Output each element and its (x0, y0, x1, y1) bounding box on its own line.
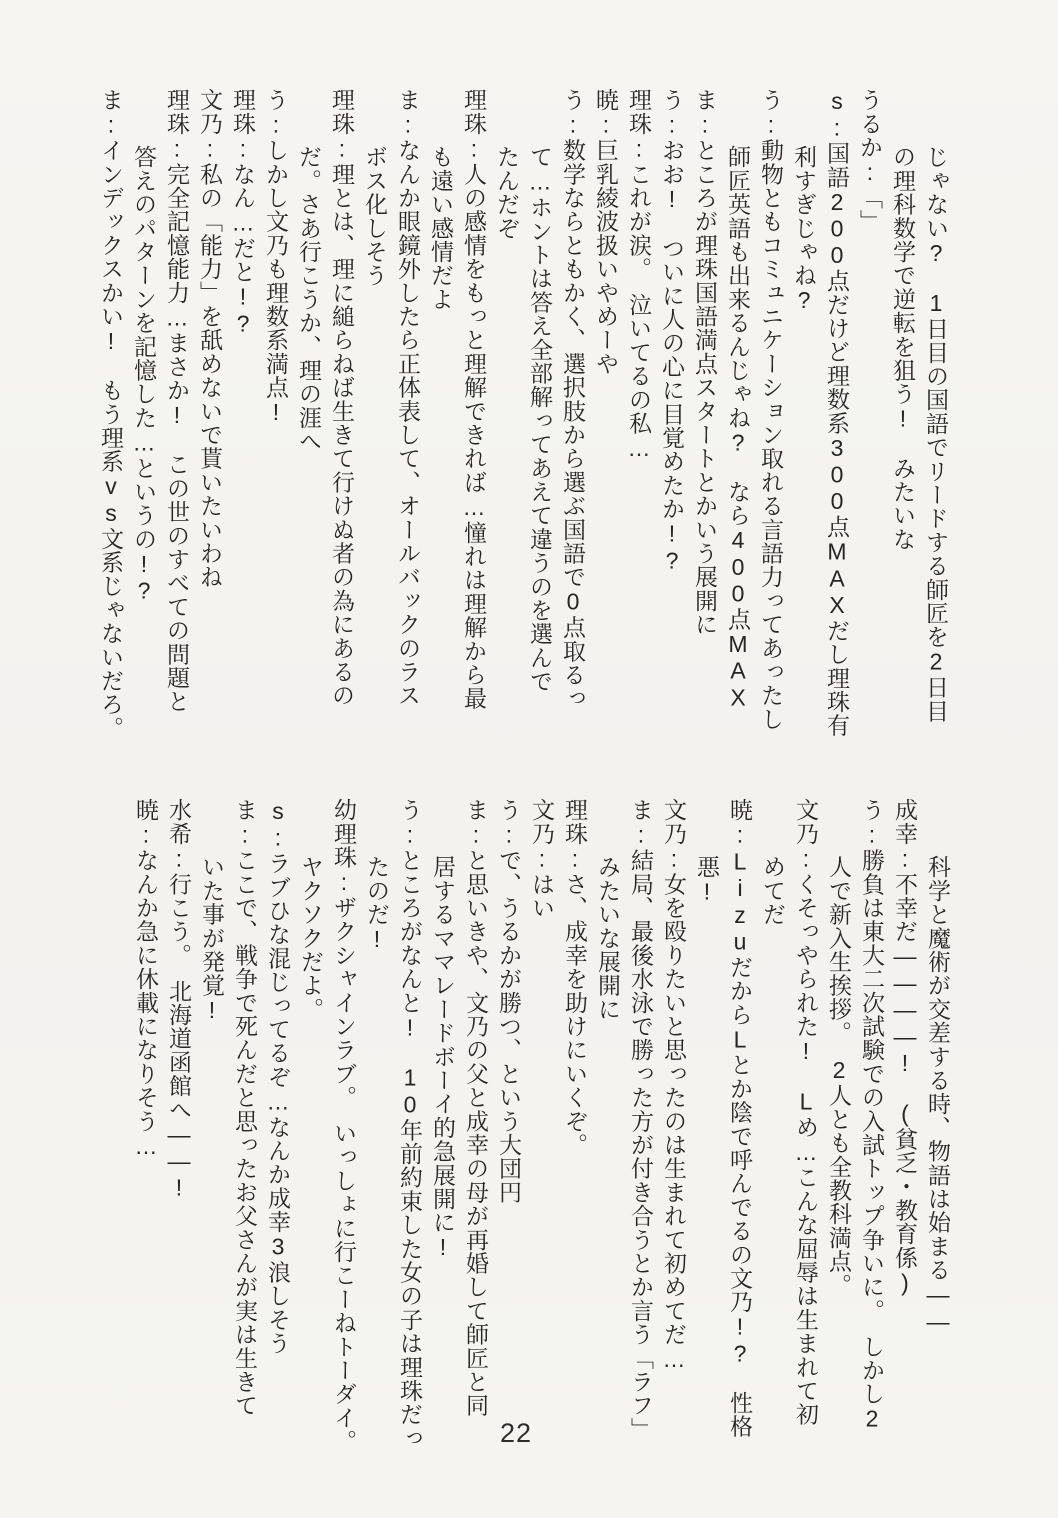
text-line: うるか:「」 (857, 88, 883, 234)
text-line: 答えのパターンを記憶した…というの!? (131, 145, 157, 605)
text-line: ヤクソクだよ。 (298, 855, 324, 1021)
text-line: みたいな展開に (595, 855, 621, 1021)
text-line: 利すぎじゃね? (791, 145, 817, 314)
text-line: めてだ (760, 855, 786, 927)
vertical-text-block-bottom (129, 798, 954, 1463)
text-line: 水希:行こう。 北海道函館へ――! (166, 798, 192, 1202)
text-line: 成幸:不幸だ――――! (貧乏・教育係) (892, 798, 918, 1296)
text-line: 文乃:私の「能力」を舐めないで貰いたいわね (197, 88, 223, 589)
text-line: 理珠:人の感情をもっと理解できれば…憧れは理解から最 (461, 88, 487, 711)
text-line: 理珠:完全記憶能力…まさか! この世のすべての問題と (164, 88, 190, 714)
vertical-text-block-top (94, 88, 952, 753)
text-line: 科学と魔術が交差する時、物語は始まる―― (925, 855, 951, 1335)
text-line: ま:結局、最後水泳で勝った方が付き合うとか言う「ラフ」 (628, 798, 654, 1441)
text-line: じゃない? 1日目の国語でリードする師匠を2日目 (923, 145, 949, 723)
text-line: ま:ところが理珠国語満点スタートとかいう展開に (692, 88, 718, 637)
text-line: ま:インデックスかい! もう理系vs文系じゃないだろ。 (98, 88, 124, 740)
text-line: 師匠英語も出来るんじゃね? なら400点MAX (725, 145, 751, 712)
text-line: 悪! (694, 855, 720, 906)
text-line: う:勝負は東大二次試験での入試トップ争いに。 しかし2 (859, 798, 885, 1433)
text-line: s:国語200点だけど理数系300点MAXだし理珠有 (824, 88, 850, 738)
text-line: う:数学ならともかく、選択肢から選ぶ国語で0点取るっ (560, 88, 586, 711)
text-line: 文乃:女を殴りたいと思ったのは生まれて初めてだ… (661, 798, 687, 1373)
text-line: s:ラブひな混じってるぞ…なんか成幸3浪しそう (265, 798, 291, 1356)
text-line: 理珠:なん…だと!? (230, 88, 256, 337)
text-line: う:で、うるかが勝つ、という大団円 (496, 798, 522, 1204)
text-line: う:おお! ついに人の心に目覚めたか!? (659, 88, 685, 574)
page-number: 22 (499, 1418, 533, 1448)
text-line: 理珠:理とは、理に縋らねば生きて行けぬ者の為にあるの (329, 88, 355, 708)
text-line: ま:なんか眼鏡外したら正体表して、オールバックのラス (395, 88, 421, 708)
text-line: ま:ここで、戦争で死んだと思ったお父さんが実は生きて (232, 798, 258, 1418)
text-line: たのだ! (364, 855, 390, 953)
text-line: 人で新入生挨拶。 2人とも全教科満点。 (826, 855, 852, 1297)
text-line: 理珠:さ、成幸を助けにいくぞ。 (562, 798, 588, 1157)
text-line: 暁:巨乳綾波扱いやめーや (593, 88, 619, 376)
text-line: ボス化しそう (362, 145, 388, 288)
text-line: も遠い感情だよ (428, 145, 454, 311)
text-line: 暁:LizuだからLとか陰で呼んでるの文乃!? 性格 (727, 798, 753, 1439)
text-line: たんだぞ (494, 145, 520, 240)
text-line: 居するママレードボーイ的急展開に! (430, 855, 456, 1261)
text-line: う:しかし文乃も理数系満点! (263, 88, 289, 426)
text-line: の理科数学で逆転を狙う! みたいな (890, 145, 916, 551)
text-line: て…ホントは答え全部解ってあえて違うのを選んで (527, 145, 553, 694)
text-line: 文乃:はい (529, 798, 555, 920)
text-line: う:動物ともコミュニケーション取れる言語力ってあったし (758, 88, 784, 731)
text-line: ま:と思いきや、文乃の父と成幸の母が再婚して師匠と同 (463, 798, 489, 1418)
text-line: だ。さあ行こうか、理の涯へ (296, 145, 322, 454)
text-line: いた事が発覚! (199, 855, 225, 1024)
text-line: 幼理珠:ザクシャインラブ。 いっしょに行こーねトーダイ。 (331, 798, 357, 1454)
text-line: 文乃:くそっやられた! Lめ…こんな屈辱は生まれて初 (793, 798, 819, 1427)
text-line: う:ところがなんと! 10年前約束した女の子は理珠だっ (397, 798, 423, 1450)
text-line: 暁:なんか急に休載になりそう… (133, 798, 159, 1160)
text-line: 理珠:これが涙。 泣いてるの私… (626, 88, 652, 462)
